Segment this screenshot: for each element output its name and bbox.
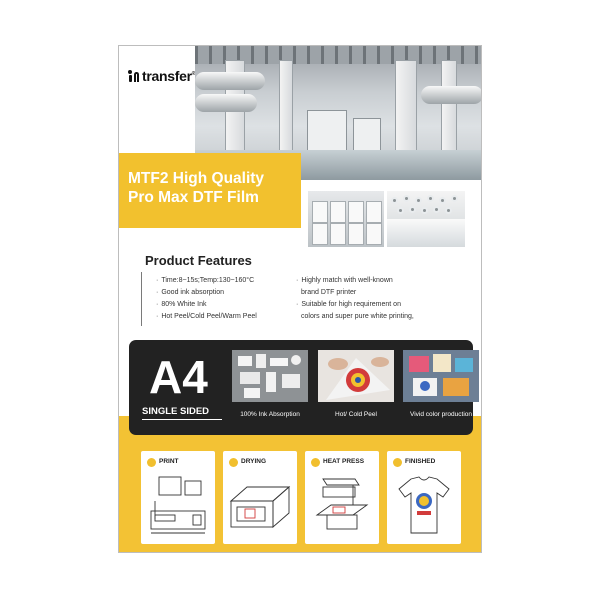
product-title-line2: Pro Max DTF Film bbox=[128, 189, 259, 206]
printer-icon bbox=[145, 471, 211, 541]
feature-item: · 80% White Ink bbox=[156, 299, 257, 311]
warehouse-photo bbox=[308, 191, 384, 247]
brand-name: transfer bbox=[142, 68, 192, 84]
ink-absorption-photo bbox=[232, 350, 308, 402]
step-label: HEAT PRESS bbox=[323, 458, 365, 465]
heat-press-icon bbox=[309, 471, 375, 541]
features-heading: Product Features bbox=[145, 253, 252, 268]
title-band bbox=[119, 153, 301, 228]
feature-item: · Time:8~15s;Temp:130~160°C bbox=[156, 275, 257, 287]
features-right bbox=[296, 275, 414, 323]
hot-cold-peel-photo bbox=[318, 350, 394, 402]
product-flyer bbox=[118, 45, 482, 553]
step-dot-icon bbox=[147, 458, 156, 467]
feature-item: · Suitable for high requirement on bbox=[296, 299, 414, 311]
caption-ink-absorption: 100% Ink Absorption bbox=[240, 411, 300, 418]
tshirt-icon bbox=[391, 471, 457, 541]
features-divider bbox=[141, 272, 142, 326]
size-label: A4 bbox=[149, 351, 208, 403]
caption-peel: Hot/ Cold Peel bbox=[335, 411, 377, 418]
feature-item: · Good ink absorption bbox=[156, 287, 257, 299]
feature-item: · Highly match with well-known bbox=[296, 275, 414, 287]
feature-item-cont: colors and super pure white printing, bbox=[301, 313, 414, 320]
step-drying bbox=[223, 451, 297, 544]
feature-item: · Hot Peel/Cold Peel/Warm Peel bbox=[156, 311, 257, 323]
caption-vivid-color: Vivid color production bbox=[409, 411, 473, 418]
brand-logo bbox=[128, 68, 195, 84]
step-label: PRINT bbox=[159, 458, 179, 465]
dryer-oven-icon bbox=[227, 471, 293, 541]
step-dot-icon bbox=[229, 458, 238, 467]
feature-item-cont: brand DTF printer bbox=[301, 289, 357, 296]
step-dot-icon bbox=[311, 458, 320, 467]
film-rolls-photo bbox=[387, 191, 465, 247]
step-print bbox=[141, 451, 215, 544]
features-left bbox=[156, 275, 257, 323]
step-dot-icon bbox=[393, 458, 402, 467]
sided-label: SINGLE SIDED bbox=[142, 406, 210, 417]
step-finished bbox=[387, 451, 461, 544]
vivid-color-photo bbox=[403, 350, 479, 402]
step-heat-press bbox=[305, 451, 379, 544]
brand-logo-icon bbox=[128, 70, 140, 82]
step-label: FINISHED bbox=[405, 458, 436, 465]
a4-banner bbox=[129, 340, 473, 435]
step-label: DRYING bbox=[241, 458, 267, 465]
product-title-line1: MTF2 High Quality bbox=[128, 170, 265, 187]
brand-reg-mark: ® bbox=[191, 71, 196, 77]
